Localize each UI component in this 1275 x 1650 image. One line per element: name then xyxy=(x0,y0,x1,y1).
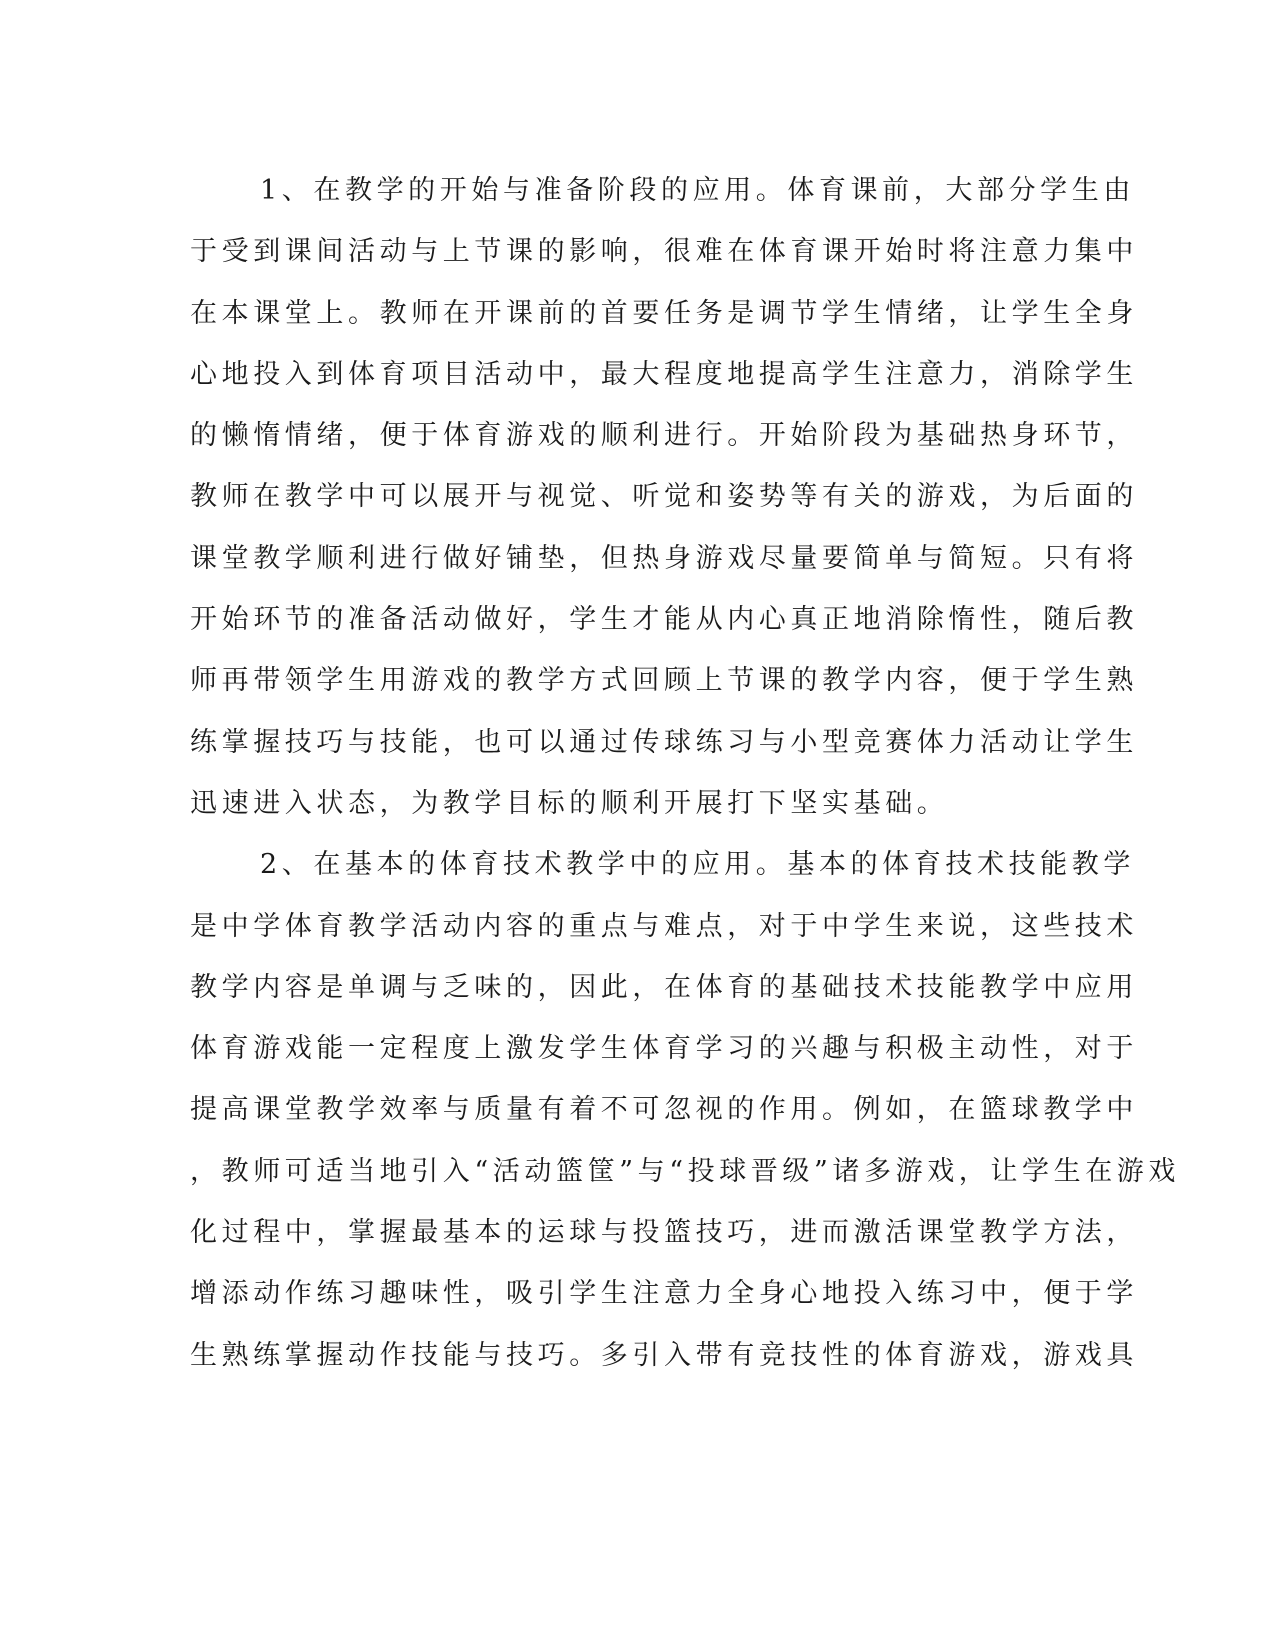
text-line: 的懒惰情绪，便于体育游戏的顺利进行。开始阶段为基础热身环节， xyxy=(190,420,1138,452)
text-line: 体育游戏能一定程度上激发学生体育学习的兴趣与积极主动性，对于 xyxy=(190,1033,1138,1065)
text-line: 于受到课间活动与上节课的影响，很难在体育课开始时将注意力集中 xyxy=(190,236,1138,268)
paragraph-1 xyxy=(190,160,1138,834)
document-body xyxy=(190,160,1181,1386)
text-line: 是中学体育教学活动内容的重点与难点，对于中学生来说，这些技术 xyxy=(190,910,1138,942)
text-line: ，教师可适当地引入“活动篮筐”与“投球晋级”诸多游戏，让学生在游戏 xyxy=(190,1155,1181,1187)
text-line: 教学内容是单调与乏味的，因此，在体育的基础技术技能教学中应用 xyxy=(190,971,1138,1003)
text-line: 练掌握技巧与技能，也可以通过传球练习与小型竞赛体力活动让学生 xyxy=(190,726,1138,758)
text-line: 师再带领学生用游戏的教学方式回顾上节课的教学内容，便于学生熟 xyxy=(190,665,1138,697)
text-line: 化过程中，掌握最基本的运球与投篮技巧，进而激活课堂教学方法， xyxy=(190,1217,1138,1249)
text-line: 开始环节的准备活动做好，学生才能从内心真正地消除惰性，随后教 xyxy=(190,604,1138,636)
text-line: 教师在教学中可以展开与视觉、听觉和姿势等有关的游戏，为后面的 xyxy=(190,481,1138,513)
text-line: 生熟练掌握动作技能与技巧。多引入带有竞技性的体育游戏，游戏具 xyxy=(190,1339,1138,1371)
text-line: 心地投入到体育项目活动中，最大程度地提高学生注意力，消除学生 xyxy=(190,358,1138,390)
text-line: 在本课堂上。教师在开课前的首要任务是调节学生情绪，让学生全身 xyxy=(190,297,1138,329)
text-line: 1、在教学的开始与准备阶段的应用。体育课前，大部分学生由 xyxy=(260,175,1135,206)
text-line: 增添动作练习趣味性，吸引学生注意力全身心地投入练习中，便于学 xyxy=(190,1278,1138,1310)
text-line: 迅速进入状态，为教学目标的顺利开展打下坚实基础。 xyxy=(190,787,949,819)
text-line: 课堂教学顺利进行做好铺垫，但热身游戏尽量要简单与简短。只有将 xyxy=(190,542,1138,574)
text-line: 2、在基本的体育技术教学中的应用。基本的体育技术技能教学 xyxy=(260,849,1135,881)
paragraph-2 xyxy=(190,834,1181,1386)
text-line: 提高课堂教学效率与质量有着不可忽视的作用。例如，在篮球教学中 xyxy=(190,1094,1138,1126)
